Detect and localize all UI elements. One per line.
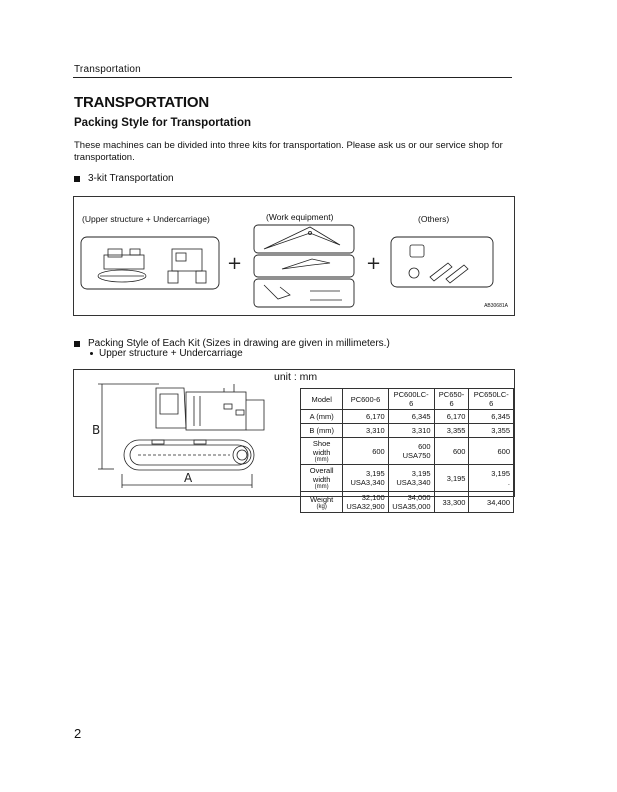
bullet-3kit-text: 3-kit Transportation [88, 173, 174, 184]
plus-sign-1: + [227, 253, 243, 274]
spec-cell [388, 492, 434, 513]
spec-value: USA35,000 [392, 502, 431, 511]
spec-row-label [301, 424, 343, 438]
row-unit-text: (kg) [316, 503, 327, 510]
excavator-drawing [74, 370, 274, 496]
spec-cell [469, 465, 514, 492]
spec-value: 3,355 [446, 426, 466, 435]
kit3-frame [391, 237, 493, 287]
kit-label-others: (Others) [418, 214, 450, 224]
spec-header-row [301, 389, 514, 410]
spec-value: 600 [418, 442, 431, 451]
intro-paragraph: These machines can be divided into three kits for transportation. Please ask us or our service shop for transportation. [74, 140, 503, 163]
others-drawing [409, 245, 468, 283]
kit-label-upper: (Upper structure + Undercarriage) [82, 214, 210, 224]
bullet-3kit [74, 173, 174, 184]
header-pc600: PC600-6 [343, 389, 388, 410]
header-pc600lc: PC600LC-6 [388, 389, 434, 410]
kit-label-work: (Work equipment) [266, 212, 334, 222]
row-label-text: A (mm) [309, 412, 334, 421]
spec-cell [434, 465, 469, 492]
kit2-frame-boom [254, 225, 354, 253]
header-rule [73, 77, 512, 78]
spec-cell [388, 424, 434, 438]
header-pc650: PC650-6 [434, 389, 469, 410]
spec-row-label [301, 465, 343, 492]
spec-cell [343, 424, 388, 438]
spec-value: 3,195 [365, 469, 385, 478]
spec-value: 3,355 [491, 426, 510, 435]
dim-a-label: A [184, 471, 193, 485]
row-unit-text: (mm) [314, 457, 329, 463]
spec-row-label [301, 492, 343, 513]
spec-cell [434, 492, 469, 513]
spec-cell [469, 410, 514, 424]
spec-cell [343, 410, 388, 424]
spec-value: USA3,340 [396, 478, 431, 487]
spec-value: 600 [372, 446, 385, 456]
spec-row [301, 424, 514, 438]
spec-value: . [507, 478, 510, 487]
work-equipment-drawing [264, 227, 342, 300]
spec-value: 6,345 [491, 412, 510, 421]
spec-cell [469, 438, 514, 465]
spec-value: 33,300 [442, 497, 466, 507]
spec-row [301, 410, 514, 424]
kit-illustration [73, 196, 515, 316]
spec-cell [434, 410, 469, 424]
running-head: Transportation [74, 64, 141, 75]
sub-bullet [90, 348, 243, 359]
upper-front-drawing [168, 249, 206, 283]
spec-cell [388, 438, 434, 465]
spec-table [300, 388, 514, 513]
spec-value: 3,195 [491, 469, 510, 478]
spec-value: 3,195 [411, 469, 431, 478]
spec-value: 600 [497, 446, 510, 456]
spec-cell [343, 465, 388, 492]
row-label-text: Shoe width [312, 439, 331, 457]
unit-label: unit : mm [274, 371, 318, 383]
spec-value: USA750 [402, 451, 431, 460]
square-bullet-icon [74, 176, 80, 182]
spec-cell [434, 424, 469, 438]
spec-value: 34,400 [487, 497, 510, 507]
spec-cell [388, 465, 434, 492]
page-number: 2 [74, 726, 82, 741]
spec-value: 6,170 [365, 412, 385, 421]
spec-cell [343, 438, 388, 465]
spec-value: 32,100 [361, 493, 385, 502]
spec-cell [434, 438, 469, 465]
spec-value: USA3,340 [350, 478, 385, 487]
spec-value: 3,310 [365, 426, 385, 435]
square-bullet-icon [74, 341, 80, 347]
spec-value: 6,170 [446, 412, 466, 421]
spec-value: 3,310 [411, 426, 431, 435]
sub-bullet-text: Upper structure + Undercarriage [99, 348, 243, 359]
spec-cell [343, 492, 388, 513]
spec-cell [469, 492, 514, 513]
bullet-packing-text: Packing Style of Each Kit (Sizes in drawing are given in millimeters.) [88, 338, 390, 349]
row-label-text: Weight [310, 494, 334, 504]
kit-drawings [74, 197, 514, 315]
spec-cell [469, 424, 514, 438]
dimension-box [73, 369, 515, 511]
page-title: TRANSPORTATION [74, 94, 209, 111]
spec-value: USA32,900 [346, 502, 385, 511]
section-subtitle: Packing Style for Transportation [74, 117, 252, 129]
spec-value: 600 [452, 446, 466, 456]
spec-value: 34,000 [407, 493, 431, 502]
spec-row [301, 465, 514, 492]
spec-row [301, 492, 514, 513]
dim-b-label: B [92, 423, 101, 437]
spec-row-label [301, 410, 343, 424]
row-unit-text: (mm) [314, 484, 329, 490]
header-model: Model [301, 389, 343, 410]
kit2-frame-bucket [254, 279, 354, 307]
upper-structure-drawing [98, 249, 146, 282]
plus-sign-2: + [366, 253, 382, 274]
kit1-frame [81, 237, 219, 289]
header-pc650lc: PC650LC-6 [469, 389, 514, 410]
spec-cell [388, 410, 434, 424]
spec-row-label [301, 438, 343, 465]
spec-value: 3,195 [446, 473, 466, 483]
drawing-code: AB30681A [484, 303, 508, 309]
spec-row [301, 438, 514, 465]
row-label-text: B (mm) [309, 426, 334, 435]
spec-value: 6,345 [411, 412, 431, 421]
row-label-text: Overall width [309, 466, 334, 484]
dot-bullet-icon [90, 352, 93, 355]
